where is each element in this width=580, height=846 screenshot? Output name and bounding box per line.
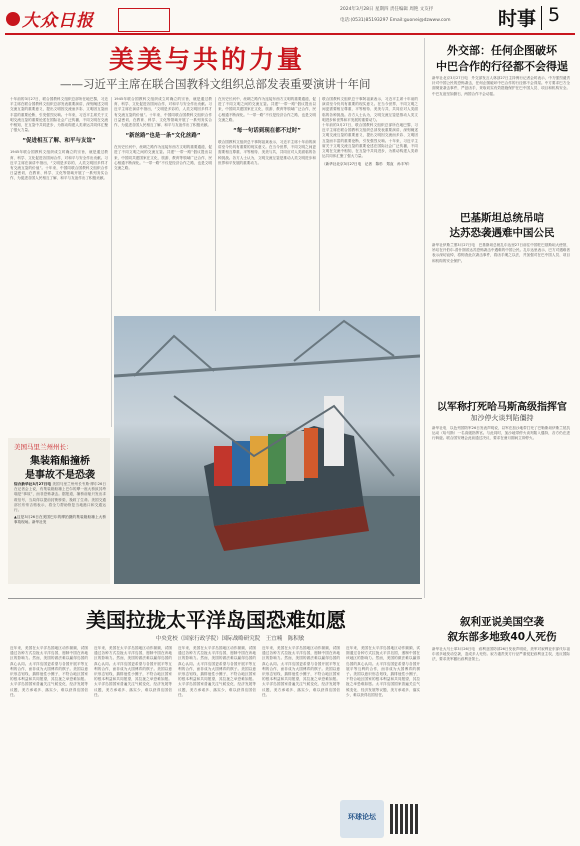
lead-body-2-cont: 1945年联合国教科文组织成立时确立的宗旨，就是通过教育、科学、文化促进各国间合作，对和平与安全作出贡献。习近平主席在演讲中指出，“文明是多彩的，人类文明因多样才有交流互鉴的价值”。十年来，中国同联合国教科文组织合作日益密切，在教育、科学、文化等领域开展了一系列务实合作，为促进各国人民相互了解、和平与友谊作出了积极贡献。 [114, 97, 212, 128]
lead-subhead-1: “促进相互了解、和平与友谊” [22, 138, 96, 145]
bottom-headline: 美国拉拢太平洋岛国恐难如愿 [86, 608, 346, 632]
right-story-2-body: 新华社伊斯兰堡3月27日电 巴基斯坦总统扎尔达里27日前往中国驻巴基斯坦大使馆，吊唁在开伯尔-普什图省达苏恐怖袭击中遇难的中国公民。扎尔达里表示，巴方对遇难者表示深切哀悼，将彻查此次袭击事件，将凶手绳之以法，并加强对在巴中国人员、项目和机构的安全保护。 [432, 243, 570, 263]
bottom-rule [8, 598, 422, 599]
news-photo [114, 316, 420, 584]
bottom-author: 中央党校（国家行政学院）国际战略研究院 王宜喃 陈积敏 [155, 636, 305, 642]
lead-body-1: 十年前的3月27日，联合国教科文组织总部所在地巴黎，习近平主席在联合国教科文组织总部发表重要演讲，深刻阐述文明交流互鉴的重要意义，提出文明因交流而多彩、文明因互鉴而丰富的重要论断，引发强烈反响。十年来，习近平主席关于文明交流互鉴的重要论述在国际社会广泛传播，不同文明在交流中相知，在互鉴中共同进步，为推动构建人类命运共同体汇聚了强大力量。 [10, 97, 108, 133]
lead-headline: 美美与共的力量 [108, 45, 305, 74]
section-divider [541, 6, 542, 30]
date-line: 2024年3月28日 星期四 责任编辑 周艳 文友抒 [340, 7, 434, 12]
sidebar-dateline: 综合新华社3月27日电 [14, 482, 52, 486]
sidebar-body-block [14, 482, 106, 580]
masthead-ad [118, 8, 170, 32]
photo-caption: ▲这是3月26日在美国巴尔的摩拍摄的集装箱船撞上大桥事故现场。新华社发 [14, 515, 106, 525]
lead-body-2: 1945年联合国教科文组织成立时确立的宗旨，就是通过教育、科学、文化促进各国间合作，对和平与安全作出贡献。习近平主席在演讲中指出，“文明是多彩的，人类文明因多样才有交流互鉴的价值”。十年来，中国同联合国教科文组织合作日益密切，在教育、科学、文化等领域开展了一系列务实合作，为促进各国人民相互了解、和平与友谊作出了积极贡献。 [10, 150, 108, 181]
right-headline-3: 以军称打死哈马斯高级指挥官 [437, 402, 567, 413]
right-headline-1b: 中巴合作的行径都不会得逞 [436, 60, 568, 73]
lead-body-col-2 [114, 97, 212, 311]
bottom-col-4: 近年来，美国在太平洋岛国地区动作频频，试图通过各种方式拉拢太平洋岛国，遏制中国在该地区的影响力。然而，美国的做法难以赢得岛国的真心认同。太平洋岛国更希望与各国开展平等互利的合作，而非成为大国博弈的棋子。美国以意识形态划线，搞排他性小圈子，不符合地区国家的根本利益和共同愿望，其拉拢之举恐难如愿。太平洋岛国国家普遍关注气候变化、经济发展等议题，美方承诺多、落实少，难以获得岛国信任。 [262, 646, 340, 697]
lead-subhead-2: “新丝路”也是一条“文化丝路” [125, 133, 201, 140]
right-headline-1a: 外交部：任何企图破坏 [447, 44, 557, 57]
qr-code[interactable] [390, 804, 420, 834]
right-story-4-body: 新华社大马士革3月26日电 叙利亚国防部26日发表声明说，美军对叙利亚东部代尔祖尔省多地发动空袭，造成多人死伤。叙方谴责美方行径严重侵犯叙利亚主权，违反国际法，要求美军撤出叙利亚领土。 [432, 647, 570, 662]
lead-body-1-cont: 十年前的3月27日，联合国教科文组织总部所在地巴黎，习近平主席在联合国教科文组织总部发表重要演讲，深刻阐述文明交流互鉴的重要意义，提出文明因交流而多彩、文明因互鉴而丰富的重要论断，引发强烈反响。十年来，习近平主席关于文明交流互鉴的重要论述在国际社会广泛传播，不同文明在交流中相知，在互鉴中共同进步，为推动构建人类命运共同体汇聚了强大力量。 [322, 123, 418, 159]
lead-subheadline: ——习近平主席在联合国教科文组织总部发表重要演讲十年间 [60, 77, 371, 91]
column-rule [319, 97, 320, 311]
right-column-rule [424, 38, 425, 598]
lead-body-4: 联合国教科文组织总干事阿祖莱表示，习近平主席十年前的演讲至今仍具有重要的现实意义。在当今世界，不同文明之间更需要相互尊重、平等相待、美美与共，共同应对人类面临的各种挑战。各方人士认为，文明交流互鉴是推动人类文明进步和世界和平发展的重要动力。 [218, 140, 316, 165]
lead-body-3-cont: 在历史长河中，丝绸之路作为连接东西方文明的重要通道，促进了不同文明之间的交流互鉴。共建“一带一路”倡议提出以来，中国同共建国家在文化、旅游、教育等领域广泛合作，民心相通不断深化。“一带一路”不仅是经济合作之路，也是文明交流之路。 [218, 97, 316, 122]
lead-body-col-1 [10, 97, 108, 433]
forum-badge-label: 环球论坛 [348, 813, 376, 821]
masthead-logo: 大众日报 [6, 6, 116, 30]
right-headline-4a: 叙利亚说美国空袭 [460, 616, 544, 628]
ship-bridge-illustration [114, 316, 420, 584]
lead-byline: （新华社北京3月27日电 记者 陈杉 郑直 孙丰军） [322, 162, 412, 167]
sidebar-body: 美国马里兰州州长韦斯·摩尔26日在记者会上说，有集装箱船撞上巴尔的摩一座大桥致其垮塌是“事故”，而非恐怖袭击。据报道，撞桥前船只发出求救信号，当局得以提前封锁桥梁，挽救了生命。美国交通部长布蒂吉格表示，将全力帮助恢复当地港口和交通运行。 [14, 482, 106, 513]
sidebar-headline-2: 是事故不是恐袭 [25, 470, 95, 481]
lead-body-3: 在历史长河中，丝绸之路作为连接东西方文明的重要通道，促进了不同文明之间的交流互鉴。共建“一带一路”倡议提出以来，中国同共建国家在文化、旅游、教育等领域广泛合作，民心相通不断深化。“一带一路”不仅是经济合作之路，也是文明交流之路。 [114, 145, 212, 171]
right-story-1-body: 新华社北京3月27日电 外交部发言人林剑27日主持例行记者会时表示，中方强烈谴责针对中国公民的恐怖袭击，任何企图破坏中巴合作的行径都不会得逞。中方要求巴方全面彻查袭击事件，严惩凶手，采取切实有效措施保护在巴中国人员、项目和机构安全。中巴友谊坚如磐石，两国合作不会动摇。 [432, 76, 570, 96]
contact-line: 电话:(0531)85193297 Email:guonei@dzwww.com [340, 18, 451, 23]
bottom-col-1: 近年来，美国在太平洋岛国地区动作频频，试图通过各种方式拉拢太平洋岛国，遏制中国在该地区的影响力。然而，美国的做法难以赢得岛国的真心认同。太平洋岛国更希望与各国开展平等互利的合作，而非成为大国博弈的棋子。美国以意识形态划线，搞排他性小圈子，不符合地区国家的根本利益和共同愿望，其拉拢之举恐难如愿。太平洋岛国国家普遍关注气候变化、经济发展等议题，美方承诺多、落实少，难以获得岛国信任。 [10, 646, 88, 697]
header-rule [5, 33, 575, 35]
lead-body-4-cont: 联合国教科文组织总干事阿祖莱表示，习近平主席十年前的演讲至今仍具有重要的现实意义。在当今世界，不同文明之间更需要相互尊重、平等相待、美美与共，共同应对人类面临的各种挑战。各方人士认为，文明交流互鉴是推动人类文明进步和世界和平发展的重要动力。 [322, 97, 418, 122]
lead-body-col-3 [218, 97, 316, 311]
section-title: 时事 [498, 8, 537, 30]
page-number: 5 [548, 4, 561, 26]
column-rule [111, 97, 112, 427]
logo-icon [6, 12, 20, 26]
right-headline-2a: 巴基斯坦总统吊唁 [460, 212, 544, 224]
right-headline-4b: 叙东部多地致40人死伤 [447, 631, 557, 643]
right-subheadline-3: 加沙停火谈判陷僵持 [470, 414, 534, 422]
column-rule [215, 97, 216, 311]
lead-subhead-3: “每一句话到现在都不过时” [233, 128, 301, 135]
sidebar-kicker: 美国马里兰州州长： [14, 443, 73, 451]
bottom-col-3: 近年来，美国在太平洋岛国地区动作频频，试图通过各种方式拉拢太平洋岛国，遏制中国在该地区的影响力。然而，美国的做法难以赢得岛国的真心认同。太平洋岛国更希望与各国开展平等互利的合作，而非成为大国博弈的棋子。美国以意识形态划线，搞排他性小圈子，不符合地区国家的根本利益和共同愿望，其拉拢之举恐难如愿。太平洋岛国国家普遍关注气候变化、经济发展等议题，美方承诺多、落实少，难以获得岛国信任。 [178, 646, 256, 697]
right-story-3-body: 新华社电 以色列国防军26日发表声明说，以军在加沙地带打死了巴勒斯坦伊斯兰抵抗运动（哈马斯）一名高级指挥官。与此同时，加沙地带停火谈判陷入僵持，各方仍在进行斡旋。联合国安理会此前通过决议，要求在斋月期间立即停火。 [432, 426, 570, 441]
sidebar-headline-1: 集装箱船撞桥 [30, 456, 90, 467]
bottom-col-2: 近年来，美国在太平洋岛国地区动作频频，试图通过各种方式拉拢太平洋岛国，遏制中国在该地区的影响力。然而，美国的做法难以赢得岛国的真心认同。太平洋岛国更希望与各国开展平等互利的合作，而非成为大国博弈的棋子。美国以意识形态划线，搞排他性小圈子，不符合地区国家的根本利益和共同愿望，其拉拢之举恐难如愿。太平洋岛国国家普遍关注气候变化、经济发展等议题，美方承诺多、落实少，难以获得岛国信任。 [94, 646, 172, 697]
right-headline-2b: 达苏恐袭遇难中国公民 [449, 227, 555, 239]
lead-body-col-4 [322, 97, 418, 311]
bottom-col-5: 近年来，美国在太平洋岛国地区动作频频，试图通过各种方式拉拢太平洋岛国，遏制中国在该地区的影响力。然而，美国的做法难以赢得岛国的真心认同。太平洋岛国更希望与各国开展平等互利的合作，而非成为大国博弈的棋子。美国以意识形态划线，搞排他性小圈子，不符合地区国家的根本利益和共同愿望，其拉拢之举恐难如愿。太平洋岛国国家普遍关注气候变化、经济发展等议题，美方承诺多、落实少，难以获得岛国信任。 [346, 646, 420, 697]
